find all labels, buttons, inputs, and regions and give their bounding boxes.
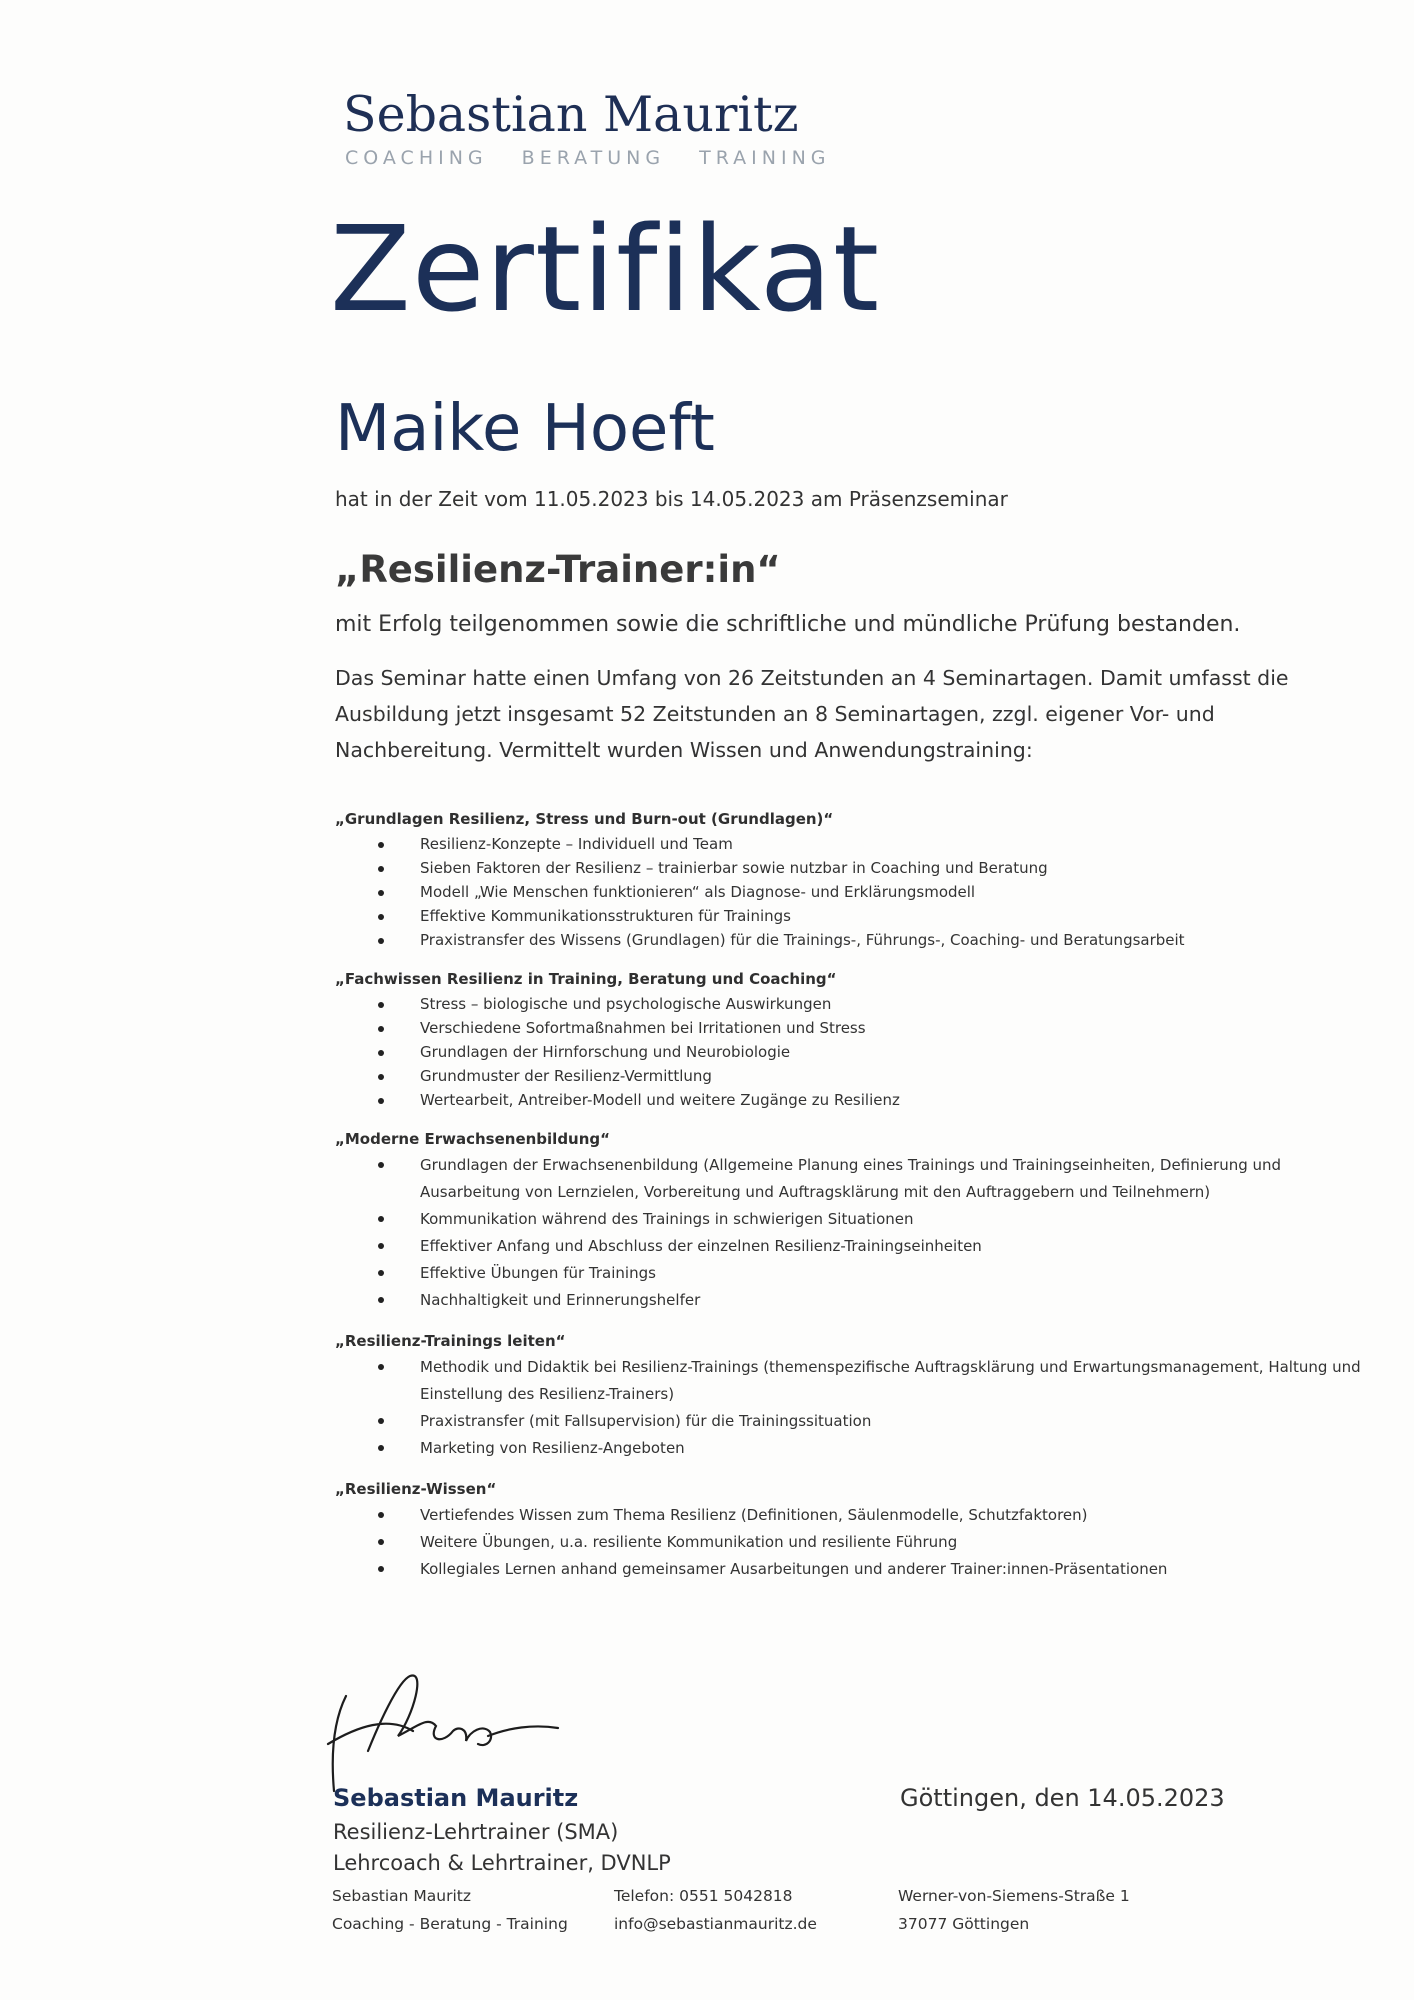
bullet-icon — [378, 1297, 384, 1303]
section-erwachsenenbildung — [335, 1126, 1355, 1314]
bullet-icon — [378, 1566, 384, 1572]
section-grundlagen — [335, 806, 1355, 952]
list-item: Marketing von Resilienz-Angeboten — [335, 1435, 1355, 1462]
bullet-icon — [378, 1216, 384, 1222]
list-item: Effektiver Anfang und Abschluss der einzelnen Resilienz-Trainingseinheiten — [335, 1233, 1355, 1260]
list-item: Vertiefendes Wissen zum Thema Resilienz (Definitionen, Säulenmodelle, Schutzfaktoren) — [335, 1502, 1355, 1529]
section-resilienz-wissen — [335, 1476, 1355, 1583]
bullet-icon — [378, 1418, 384, 1424]
list-item: Effektive Kommunikationsstrukturen für Trainings — [335, 904, 1355, 928]
section-title: „Resilienz-Wissen“ — [335, 1480, 497, 1498]
list-item: Verschiedene Sofortmaßnahmen bei Irritationen und Stress — [335, 1016, 1355, 1040]
recipient-name: Maike Hoeft — [335, 392, 715, 466]
bullet-icon — [378, 842, 384, 848]
bullet-icon — [378, 1243, 384, 1249]
section-title: „Moderne Erwachsenenbildung“ — [335, 1130, 611, 1148]
seminar-scope — [335, 660, 1345, 768]
list-item: Grundlagen der Hirnforschung und Neurobiologie — [335, 1040, 1355, 1064]
list-item: Weitere Übungen, u.a. resiliente Kommunikation und resiliente Führung — [335, 1529, 1355, 1556]
bullet-icon — [378, 1539, 384, 1545]
certificate-title: Zertifikat — [330, 200, 881, 338]
section-title: „Grundlagen Resilienz, Stress und Burn-out (Grundlagen)“ — [335, 810, 834, 828]
bullet-icon — [378, 1162, 384, 1168]
place-date: Göttingen, den 14.05.2023 — [900, 1784, 1225, 1812]
seminar-result: mit Erfolg teilgenommen sowie die schriftliche und mündliche Prüfung bestanden. — [335, 612, 1241, 637]
bullet-icon — [378, 938, 384, 944]
footer-phone: Telefon: 0551 5042818 — [614, 1887, 793, 1905]
list-item: Sieben Faktoren der Resilienz – trainierbar sowie nutzbar in Coaching und Beratung — [335, 856, 1355, 880]
scope-line: Das Seminar hatte einen Umfang von 26 Zeitstunden an 4 Seminartagen. Damit umfasst die — [335, 666, 1289, 690]
list-item: Grundlagen der Erwachsenenbildung (Allgemeine Planung eines Trainings und Trainingseinheiten, Definierung und Ausarbeitung von Lernzielen, Vorbereitung und Auftragsklärung mit den Auftraggebern und Teilnehmern) — [335, 1152, 1370, 1206]
signer-name: Sebastian Mauritz — [333, 1784, 579, 1812]
footer-contact — [614, 1882, 817, 1938]
bullet-icon — [378, 1098, 384, 1104]
brand-tagline — [345, 147, 865, 169]
list-item: Wertearbeit, Antreiber-Modell und weitere Zugänge zu Resilienz — [335, 1088, 1355, 1112]
bullet-icon — [378, 914, 384, 920]
bullet-icon — [378, 890, 384, 896]
tagline-beratung: BERATUNG — [521, 147, 666, 169]
section-fachwissen — [335, 966, 1355, 1112]
list-item: Modell „Wie Menschen funktionieren“ als Diagnose- und Erklärungsmodell — [335, 880, 1355, 904]
list-item: Nachhaltigkeit und Erinnerungshelfer — [335, 1287, 1355, 1314]
section-title: „Resilienz-Trainings leiten“ — [335, 1332, 566, 1350]
list-item: Methodik und Didaktik bei Resilienz-Trainings (themenspezifische Auftragsklärung und Erwartungsmanagement, Haltung und Einstellung des Resilienz-Trainers) — [335, 1354, 1370, 1408]
bullet-icon — [378, 1512, 384, 1518]
signer-role: Resilienz-Lehrtrainer (SMA) — [333, 1820, 619, 1844]
bullet-icon — [378, 1002, 384, 1008]
footer-street: Werner-von-Siemens-Straße 1 — [898, 1887, 1130, 1905]
footer-company — [332, 1882, 568, 1938]
section-trainings-leiten — [335, 1328, 1361, 1462]
tagline-coaching: COACHING — [345, 147, 488, 169]
scope-line: Ausbildung jetzt insgesamt 52 Zeitstunden an 8 Seminartagen, zzgl. eigener Vor- und — [335, 702, 1215, 726]
curriculum-sections — [335, 806, 1361, 1597]
footer-city: 37077 Göttingen — [898, 1915, 1030, 1933]
list-item: Praxistransfer (mit Fallsupervision) für die Trainingssituation — [335, 1408, 1355, 1435]
bullet-icon — [378, 1364, 384, 1370]
list-item: Stress – biologische und psychologische Auswirkungen — [335, 992, 1355, 1016]
footer-email: info@sebastianmauritz.de — [614, 1915, 817, 1933]
seminar-period: hat in der Zeit vom 11.05.2023 bis 14.05.2023 am Präsenzseminar — [335, 487, 1008, 511]
footer-line: Sebastian Mauritz — [332, 1887, 472, 1905]
list-item: Kommunikation während des Trainings in schwierigen Situationen — [335, 1206, 1355, 1233]
brand-logo-name: Sebastian Mauritz — [343, 86, 799, 143]
seminar-name: „Resilienz-Trainer:in“ — [335, 548, 781, 591]
scope-line: Nachbereitung. Vermittelt wurden Wissen und Anwendungstraining: — [335, 738, 1033, 762]
list-item: Praxistransfer des Wissens (Grundlagen) für die Trainings-, Führungs-, Coaching- und Beratungsarbeit — [335, 928, 1355, 952]
bullet-icon — [378, 866, 384, 872]
signer-role: Lehrcoach & Lehrtrainer, DVNLP — [333, 1851, 671, 1875]
list-item: Kollegiales Lernen anhand gemeinsamer Ausarbeitungen und anderer Trainer:innen-Präsentationen — [335, 1556, 1355, 1583]
tagline-training: TRAINING — [699, 147, 831, 169]
list-item: Effektive Übungen für Trainings — [335, 1260, 1355, 1287]
footer-line: Coaching - Beratung - Training — [332, 1915, 568, 1933]
bullet-icon — [378, 1074, 384, 1080]
bullet-icon — [378, 1026, 384, 1032]
list-item: Grundmuster der Resilienz-Vermittlung — [335, 1064, 1355, 1088]
section-title: „Fachwissen Resilienz in Training, Beratung und Coaching“ — [335, 970, 837, 988]
bullet-icon — [378, 1445, 384, 1451]
bullet-icon — [378, 1050, 384, 1056]
bullet-icon — [378, 1270, 384, 1276]
list-item: Resilienz-Konzepte – Individuell und Team — [335, 832, 1355, 856]
footer-address — [898, 1882, 1130, 1938]
